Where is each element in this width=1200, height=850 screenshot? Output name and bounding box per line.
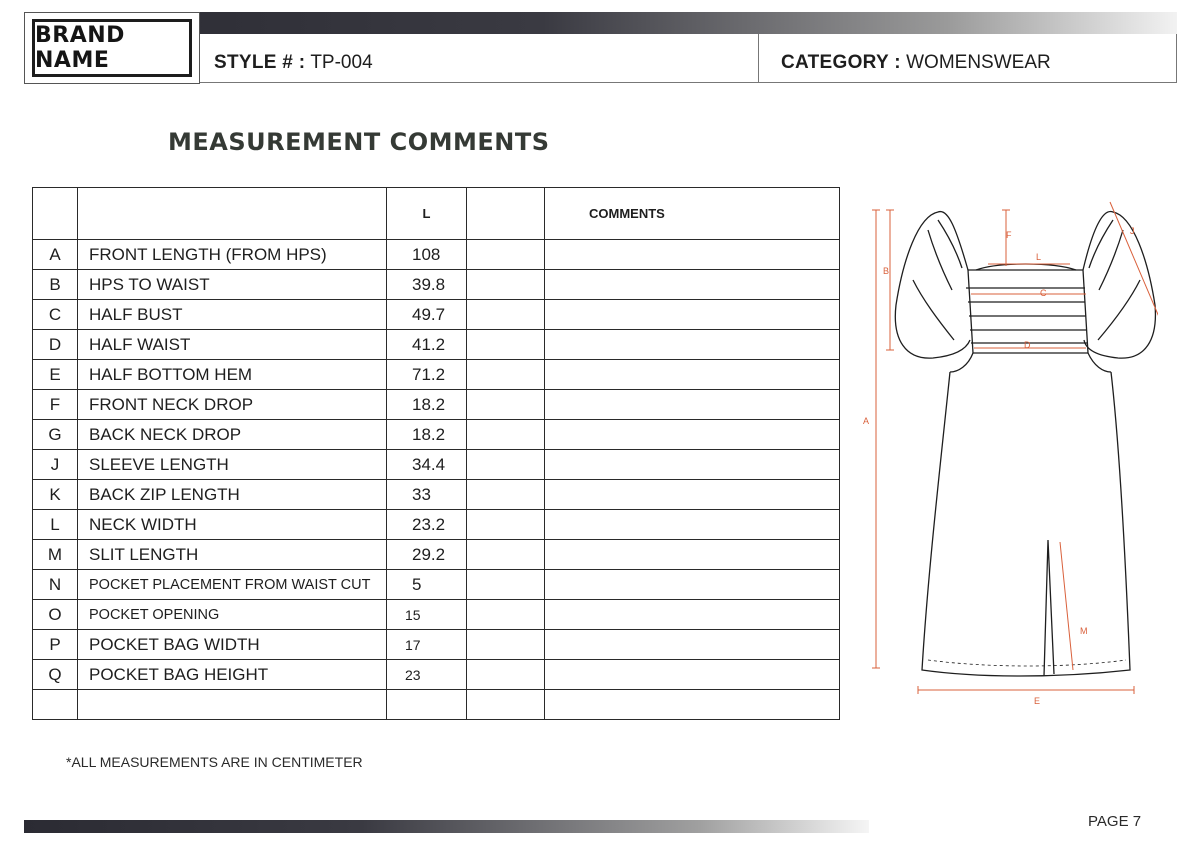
row-value: 34.4 bbox=[387, 450, 467, 480]
size-header: L bbox=[387, 188, 467, 240]
table-row bbox=[33, 600, 840, 630]
table-row bbox=[33, 630, 840, 660]
sketch-marker-m: M bbox=[1080, 626, 1088, 636]
row-description: HALF BOTTOM HEM bbox=[78, 360, 387, 390]
row-code: N bbox=[33, 570, 78, 600]
row-description: POCKET PLACEMENT FROM WAIST CUT bbox=[78, 570, 387, 600]
row-description: FRONT NECK DROP bbox=[78, 390, 387, 420]
row-blank-cell bbox=[467, 420, 545, 450]
row-blank-cell bbox=[467, 630, 545, 660]
row-comment-cell bbox=[545, 480, 840, 510]
row-code: E bbox=[33, 360, 78, 390]
row-value: 71.2 bbox=[387, 360, 467, 390]
sketch-marker-l: L bbox=[1036, 252, 1042, 262]
row-comment-cell bbox=[545, 360, 840, 390]
row-value: 5 bbox=[387, 570, 467, 600]
brand-name: BRAND NAME bbox=[32, 19, 192, 77]
row-comment-cell bbox=[545, 240, 840, 270]
sketch-left-sleeve bbox=[895, 211, 970, 358]
row-code: Q bbox=[33, 660, 78, 690]
table-row bbox=[33, 240, 840, 270]
sketch-marker-b: B bbox=[883, 266, 890, 276]
row-blank-cell bbox=[467, 600, 545, 630]
row-code: M bbox=[33, 540, 78, 570]
row-blank-cell bbox=[467, 510, 545, 540]
table-header-row bbox=[33, 188, 840, 240]
row-blank-cell bbox=[467, 270, 545, 300]
sketch-right-sleeve bbox=[1083, 211, 1155, 358]
row-comment-cell bbox=[545, 660, 840, 690]
row-comment-cell bbox=[545, 630, 840, 660]
style-value: TP-004 bbox=[310, 52, 373, 73]
row-description: POCKET OPENING bbox=[78, 600, 387, 630]
sketch-marker-e: E bbox=[1034, 696, 1041, 706]
table-row bbox=[33, 480, 840, 510]
row-description: BACK NECK DROP bbox=[78, 420, 387, 450]
row-value: 17 bbox=[387, 630, 467, 660]
row-blank-cell bbox=[467, 660, 545, 690]
row-blank-cell bbox=[467, 330, 545, 360]
category bbox=[781, 52, 1051, 74]
row-comment-cell bbox=[545, 570, 840, 600]
table-row bbox=[33, 360, 840, 390]
table-row bbox=[33, 450, 840, 480]
sketch-marker-c: C bbox=[1040, 288, 1047, 298]
table-row bbox=[33, 390, 840, 420]
sketch-neckline bbox=[976, 264, 1076, 270]
row-code: A bbox=[33, 240, 78, 270]
empty-cell bbox=[387, 690, 467, 720]
header-cell-blank bbox=[467, 188, 545, 240]
row-comment-cell bbox=[545, 270, 840, 300]
row-comment-cell bbox=[545, 600, 840, 630]
footnote: *ALL MEASUREMENTS ARE IN CENTIMETER bbox=[66, 754, 363, 770]
row-blank-cell bbox=[467, 360, 545, 390]
row-comment-cell bbox=[545, 420, 840, 450]
table-row bbox=[33, 270, 840, 300]
header-cell-code bbox=[33, 188, 78, 240]
row-comment-cell bbox=[545, 450, 840, 480]
dim-line-e bbox=[918, 686, 1134, 694]
page-title: MEASUREMENT COMMENTS bbox=[168, 128, 550, 156]
row-comment-cell bbox=[545, 390, 840, 420]
row-code: F bbox=[33, 390, 78, 420]
row-blank-cell bbox=[467, 450, 545, 480]
category-label: CATEGORY : bbox=[781, 52, 901, 73]
sketch-marker-a: A bbox=[863, 416, 870, 426]
sketch-marker-j: J bbox=[1130, 226, 1135, 236]
table-row-empty bbox=[33, 690, 840, 720]
dim-line-j bbox=[1110, 202, 1158, 338]
row-blank-cell bbox=[467, 300, 545, 330]
row-comment-cell bbox=[545, 540, 840, 570]
row-value: 23.2 bbox=[387, 510, 467, 540]
row-value: 18.2 bbox=[387, 420, 467, 450]
row-blank-cell bbox=[467, 570, 545, 600]
sketch-left-sleeve-gather bbox=[913, 220, 962, 340]
category-value: WOMENSWEAR bbox=[906, 52, 1051, 73]
row-blank-cell bbox=[467, 540, 545, 570]
empty-cell bbox=[467, 690, 545, 720]
row-code: B bbox=[33, 270, 78, 300]
sketch-marker-d: D bbox=[1024, 340, 1031, 350]
dim-line-m bbox=[1060, 542, 1073, 670]
empty-cell bbox=[545, 690, 840, 720]
row-value: 108 bbox=[387, 240, 467, 270]
garment-sketch bbox=[858, 190, 1158, 720]
row-description: HALF BUST bbox=[78, 300, 387, 330]
row-value: 18.2 bbox=[387, 390, 467, 420]
row-code: D bbox=[33, 330, 78, 360]
row-code: C bbox=[33, 300, 78, 330]
row-comment-cell bbox=[545, 510, 840, 540]
sketch-marker-f: F bbox=[1006, 230, 1012, 240]
row-comment-cell bbox=[545, 330, 840, 360]
style-label: STYLE # : bbox=[214, 52, 306, 73]
row-description: HPS TO WAIST bbox=[78, 270, 387, 300]
row-description: SLEEVE LENGTH bbox=[78, 450, 387, 480]
row-value: 29.2 bbox=[387, 540, 467, 570]
row-description: BACK ZIP LENGTH bbox=[78, 480, 387, 510]
style-number bbox=[214, 52, 373, 74]
table-row bbox=[33, 330, 840, 360]
dim-line-b bbox=[886, 210, 894, 350]
table-row bbox=[33, 540, 840, 570]
table-row bbox=[33, 420, 840, 450]
page-number: PAGE 7 bbox=[1088, 813, 1142, 830]
row-description: HALF WAIST bbox=[78, 330, 387, 360]
row-comment-cell bbox=[545, 300, 840, 330]
row-blank-cell bbox=[467, 240, 545, 270]
row-value: 41.2 bbox=[387, 330, 467, 360]
row-code: K bbox=[33, 480, 78, 510]
row-value: 39.8 bbox=[387, 270, 467, 300]
row-code: P bbox=[33, 630, 78, 660]
row-value: 33 bbox=[387, 480, 467, 510]
comments-header: COMMENTS bbox=[545, 188, 840, 240]
table-row bbox=[33, 570, 840, 600]
row-value: 49.7 bbox=[387, 300, 467, 330]
footer-bar bbox=[24, 820, 869, 833]
header-divider bbox=[758, 34, 759, 83]
dim-line-a bbox=[872, 210, 880, 668]
row-description: FRONT LENGTH (FROM HPS) bbox=[78, 240, 387, 270]
row-blank-cell bbox=[467, 390, 545, 420]
sketch-hem-stitch bbox=[928, 660, 1126, 666]
sketch-slit bbox=[1044, 540, 1054, 676]
sketch-left-cutout bbox=[950, 353, 973, 372]
row-description: POCKET BAG HEIGHT bbox=[78, 660, 387, 690]
table-row bbox=[33, 510, 840, 540]
row-code: O bbox=[33, 600, 78, 630]
row-code: J bbox=[33, 450, 78, 480]
row-value: 23 bbox=[387, 660, 467, 690]
sketch-right-sleeve-gather bbox=[1089, 220, 1140, 340]
row-description: POCKET BAG WIDTH bbox=[78, 630, 387, 660]
table-row bbox=[33, 660, 840, 690]
row-value: 15 bbox=[387, 600, 467, 630]
measurement-table bbox=[32, 187, 840, 720]
empty-cell bbox=[33, 690, 78, 720]
row-blank-cell bbox=[467, 480, 545, 510]
row-code: L bbox=[33, 510, 78, 540]
sketch-skirt bbox=[922, 372, 1130, 676]
empty-cell bbox=[78, 690, 387, 720]
brand-logo bbox=[24, 12, 200, 84]
header-cell-desc bbox=[78, 188, 387, 240]
table-row bbox=[33, 300, 840, 330]
row-description: SLIT LENGTH bbox=[78, 540, 387, 570]
row-code: G bbox=[33, 420, 78, 450]
row-description: NECK WIDTH bbox=[78, 510, 387, 540]
